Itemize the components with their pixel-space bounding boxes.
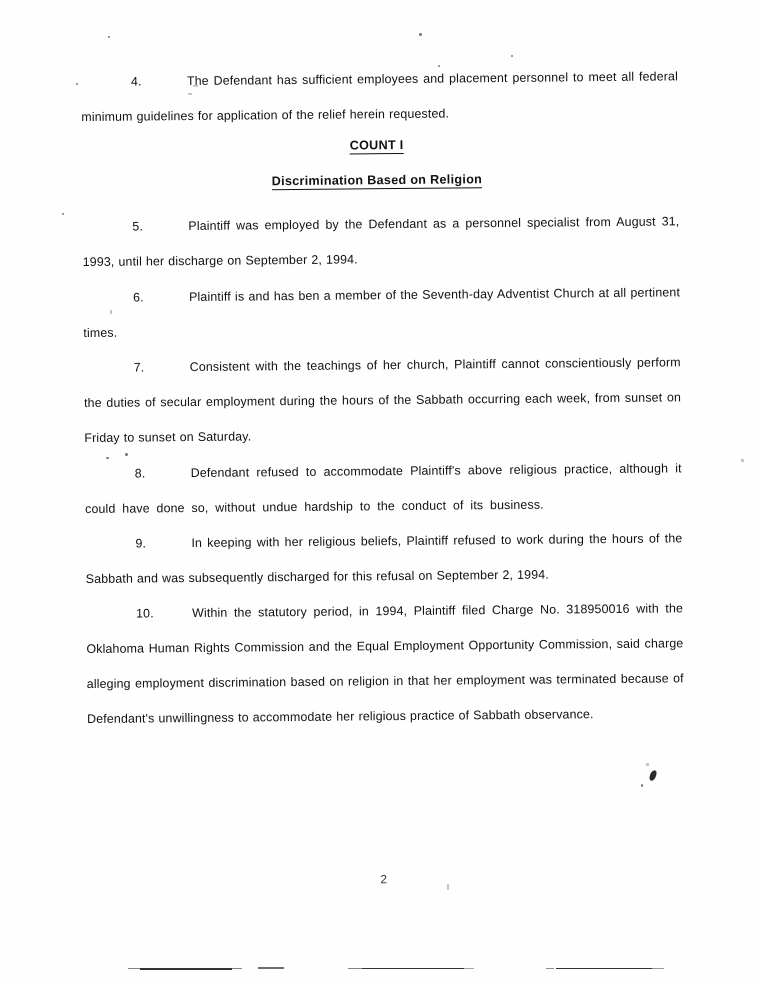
scan-speck: [125, 453, 128, 456]
paragraph-6: [83, 275, 681, 351]
scan-speck: [188, 93, 192, 95]
paragraph-8-text: Defendant refused to accommodate Plaintiff's above religious practice, although it could have done so, without undue hardship to the conduct of its business.: [85, 461, 682, 517]
scan-edge-mark: [362, 968, 464, 969]
paragraph-10-text: Within the statutory period, in 1994, Plaintiff filed Charge No. 318950016 with the Oklahoma Human Rights Commission and the Equal Employment Opportunity Commission, said charge alleging employment discrimination based on religion in that her employment was terminated because of Defendant's unwillingness to accommodate her religious practice of Sabbath observance.: [86, 601, 684, 727]
scan-edge-mark: [140, 968, 232, 970]
scan-speck: [106, 457, 109, 459]
paragraph-10: [86, 591, 684, 737]
paragraph-10-number: 10.: [136, 606, 154, 621]
scan-edge-mark: [128, 968, 140, 969]
heading-count: [0, 135, 757, 156]
page-number: 2: [380, 872, 388, 887]
scan-speck: [110, 310, 112, 314]
heading-count-label: COUNT I: [349, 137, 404, 153]
paragraph-7-text: Consistent with the teachings of her church, Plaintiff cannot conscientiously perform the duties of secular employment during the hours of the Sabbath occurring each week, from sunset on Friday to sunset on Saturday.: [83, 355, 682, 446]
paragraph-4: [81, 59, 679, 135]
paragraph-5: [82, 204, 680, 280]
paragraph-9-text: In keeping with her religious beliefs, Plaintiff refused to work during the hours of the Sabbath and was subsequently discharged for this refusal on September 2, 1994.: [85, 531, 683, 587]
paragraph-8-number: 8.: [134, 466, 146, 481]
heading-claim-label: Discrimination Based on Religion: [271, 172, 483, 189]
paragraph-6-number: 6.: [132, 290, 144, 305]
scan-edge-mark: [464, 968, 474, 969]
scan-edge-mark: [556, 968, 652, 969]
paragraph-7: [84, 345, 682, 456]
scan-speck: [741, 459, 744, 462]
scan-speck: [447, 884, 449, 890]
paragraph-6-text: Plaintiff is and has ben a member of the Seventh-day Adventist Church at all pertinent times.: [83, 285, 681, 341]
paragraph-9-number: 9.: [135, 536, 147, 551]
scan-edge-mark: [258, 967, 284, 969]
scan-edge-mark: [232, 968, 242, 969]
scan-edge-mark: [546, 968, 554, 969]
scan-speck: [646, 763, 649, 766]
scan-speck: [62, 213, 64, 215]
paragraph-5-text: Plaintiff was employed by the Defendant as a personnel specialist from August 31, 1993, until her discharge on September 2, 1994.: [82, 214, 680, 270]
paragraph-9: [85, 521, 683, 597]
paragraph-8: [85, 451, 683, 527]
paragraph-7-number: 7.: [133, 360, 145, 375]
scan-edge-mark: [652, 968, 664, 969]
paragraph-4-number: 4.: [130, 74, 142, 89]
heading-claim: [0, 170, 757, 191]
paragraph-4-text: The Defendant has sufficient employees and placement personnel to meet all federal minimum guidelines for application of the relief herein requested.: [81, 69, 679, 125]
scan-edge-mark: [348, 968, 362, 969]
scan-speck: [641, 784, 643, 787]
paragraph-5-number: 5.: [132, 219, 144, 234]
